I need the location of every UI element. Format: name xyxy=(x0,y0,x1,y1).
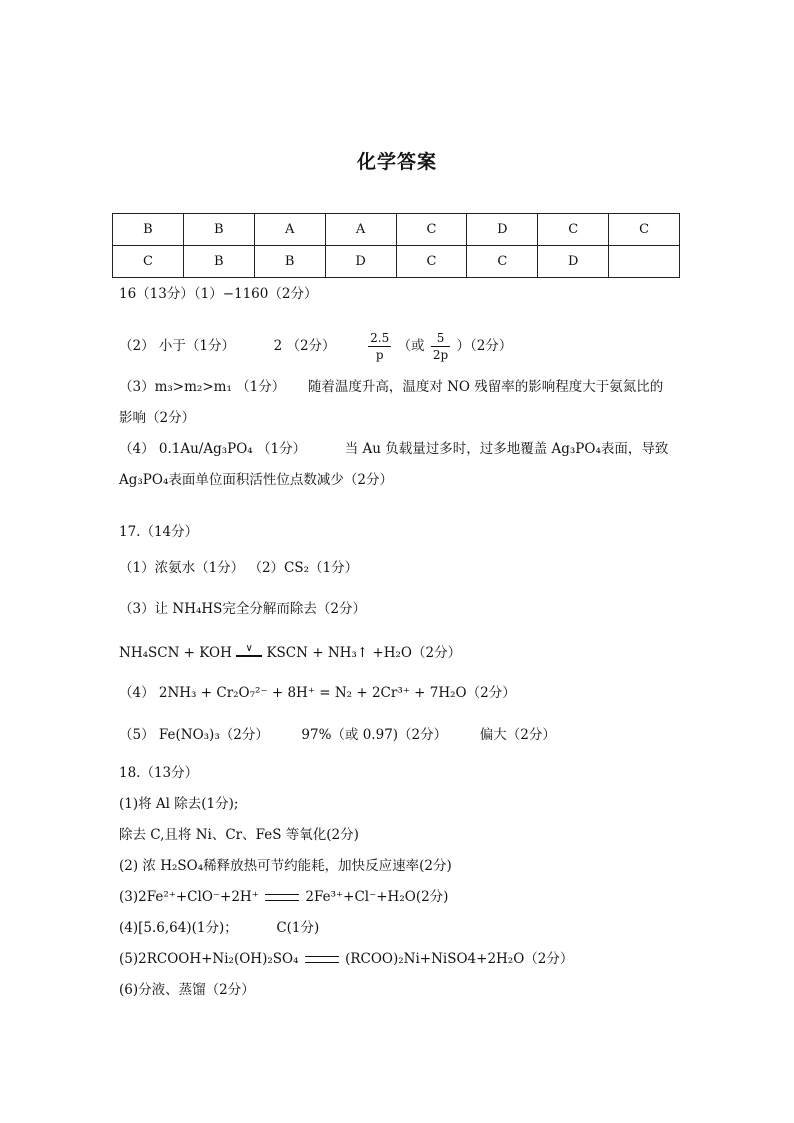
table-cell: C xyxy=(396,214,467,246)
table-cell: D xyxy=(538,246,609,278)
table-cell xyxy=(609,246,680,278)
q18-line5 xyxy=(119,918,319,938)
q16-part2-tail: ）（2分） xyxy=(456,338,513,354)
q16-part2-mid: （或 xyxy=(397,338,425,354)
table-cell: D xyxy=(325,246,396,278)
q18-line2: 除去 C,且将 Ni、Cr、FeS 等氧化(2分) xyxy=(119,827,359,843)
equals-sign xyxy=(305,956,339,963)
answer-table xyxy=(112,213,680,278)
table-row xyxy=(113,214,680,246)
table-row xyxy=(113,246,680,278)
q16-part4 xyxy=(119,439,668,459)
q18-line3: (2) 浓 H₂SO₄稀释放热可节约能耗，加快反应速率(2分) xyxy=(119,858,452,874)
q17-part5-a: （5） Fe(NO₃)₃（2分） xyxy=(119,727,269,743)
equals-sign xyxy=(265,894,299,901)
q16-part3-a: （3）m₃>m₂>m₁ （1分） xyxy=(119,379,286,395)
q16-part2-a: （2） 小于（1分） xyxy=(119,338,235,354)
q18-line5-b: C(1分) xyxy=(276,920,320,936)
q17-header: 17.（14分） xyxy=(119,524,199,540)
table-cell: B xyxy=(113,214,184,246)
reaction-condition: ∨ xyxy=(245,642,253,654)
q16-part2-b: 2 （2分） xyxy=(273,338,336,354)
table-cell: D xyxy=(467,214,538,246)
table-cell: B xyxy=(183,214,254,246)
q18-line6 xyxy=(119,949,573,969)
q18-line4 xyxy=(119,887,448,907)
q17-part5-c: 偏大（2分） xyxy=(479,727,556,743)
reaction-arrow xyxy=(236,642,262,661)
q16-part4-a: （4） 0.1Au/Ag₃PO₄ （1分） xyxy=(119,441,307,457)
q18-header: 18.（13分） xyxy=(119,765,199,781)
fraction-numerator: 2.5 xyxy=(370,331,390,345)
equation-right: (RCOO)₂Ni+NiSO4+2H₂O（2分） xyxy=(345,951,574,967)
table-cell: C xyxy=(113,246,184,278)
q16-part3-c: 影响（2分） xyxy=(119,410,196,426)
table-cell: A xyxy=(254,214,325,246)
q16-part4-c: Ag₃PO₄表面单位面积活性位点数减少（2分） xyxy=(119,472,393,488)
q17-part5-b: 97%（或 0.97)（2分） xyxy=(301,727,448,743)
table-cell: C xyxy=(396,246,467,278)
q18-line5-a: (4)[5.6,64)(1分)； xyxy=(119,920,238,936)
q18-line1: (1)将 Al 除去(1分); xyxy=(119,796,239,812)
fraction-2 xyxy=(431,330,450,363)
table-cell: B xyxy=(254,246,325,278)
table-cell: C xyxy=(538,214,609,246)
q16-part3-b: 随着温度升高，温度对 NO 残留率的影响程度大于氨氮比的 xyxy=(307,379,664,395)
q16-header: 16（13分）（1）−1160（2分） xyxy=(119,286,318,302)
fraction-numerator: 5 xyxy=(436,331,445,345)
q17-part4: （4） 2NH₃ + Cr₂O₇²⁻ + 8H⁺ = N₂ + 2Cr³⁺ + 7H₂O（2分） xyxy=(119,685,516,701)
q16-part2 xyxy=(119,330,512,363)
page-title: 化学答案 xyxy=(356,151,437,173)
fraction-denominator: p xyxy=(368,346,391,363)
equation-right: 2Fe³⁺+Cl⁻+H₂O(2分) xyxy=(305,889,449,905)
q17-part5 xyxy=(119,725,556,745)
q17-equation xyxy=(119,643,461,663)
fraction-1 xyxy=(368,330,391,363)
q17-part3: （3）让 NH₄HS完全分解而除去（2分） xyxy=(119,601,366,617)
q18-line7: (6)分液、蒸馏（2分） xyxy=(119,982,255,998)
equation-left: (3)2Fe²⁺+ClO⁻+2H⁺ xyxy=(119,889,259,905)
q16-part4-b: 当 Au 负载量过多时，过多地覆盖 Ag₃PO₄表面，导致 xyxy=(344,441,669,457)
table-cell: B xyxy=(183,246,254,278)
equation-left: NH₄SCN + KOH xyxy=(119,645,232,661)
table-cell: C xyxy=(467,246,538,278)
equation-right: KSCN + NH₃↑ +H₂O（2分） xyxy=(266,645,462,661)
equation-left: (5)2RCOOH+Ni₂(OH)₂SO₄ xyxy=(119,951,299,967)
q17-part1: （1）浓氨水（1分） （2）CS₂（1分） xyxy=(119,560,359,576)
table-cell: A xyxy=(325,214,396,246)
table-cell: C xyxy=(609,214,680,246)
fraction-denominator: 2p xyxy=(432,348,449,362)
q16-part3 xyxy=(119,377,663,397)
